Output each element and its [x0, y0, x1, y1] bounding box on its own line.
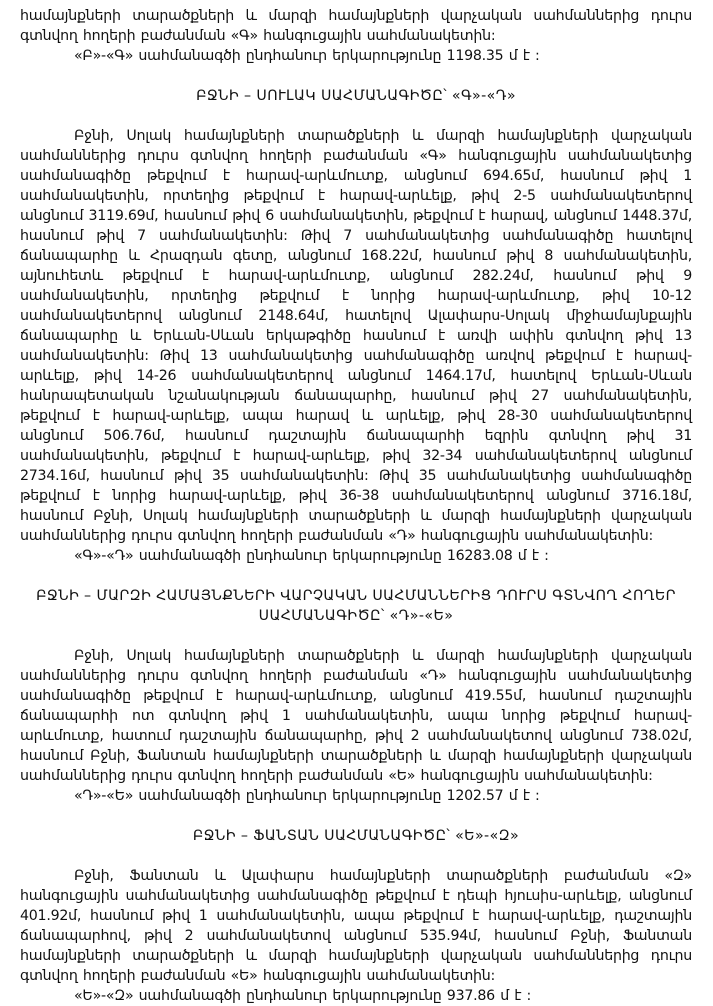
section-total-length: «Դ»-«Ե» սահմանագծի ընդհանուր երկարությունը 1202.57 մ է : [74, 788, 540, 804]
section-e-z [20, 826, 692, 1006]
section-paragraph: Բջնի, Սոլակ համայնքների տարածքների և մարզի համայնքների վարչական սահմաններից դուրս գտնվող հողերի բաժանման «Դ» հանգուցային սահմանակետից սահմանագիծը թեքվում է հարավ-արևմուտք, անցնում 419.55մ, հասնում դաշտային ճանապարհի ոտ գտնվող թիվ 1 սահմանակետին, ապա նորից թեքվում հարավ-արևմուտք, հատում դաշտային ճանապարհը, թիվ 2 սահմանակետով անցնում 738.02մ, հասնում Բջնի, Ֆանտան համայնքների տարածքների և մարզի համայնքների վարչական սահմաններից դուրս գտնվող հողերի բաժանման «Ե» հանգուցային սահմանակետին: [20, 648, 692, 784]
section-total-length: «Ե»-«Զ» սահմանագծի ընդհանուր երկարությունը 937.86 մ է : [74, 988, 532, 1004]
section-paragraph: համայնքների տարածքների և մարզի համայնքների վարչական սահմաններից դուրս գտնվող հողերի բաժանման «Գ» հանգուցային սահմանակետին: [20, 8, 692, 44]
spacer [20, 66, 692, 86]
spacer [20, 626, 692, 646]
section-paragraph: Բջնի, Ֆանտան և Ալափարս համայնքների տարածքների բաժանման «Զ» հանգուցային սահմանակետից սահմանագիծը թեքվում է դեպի հյուսիս-արևելք, անցնում 401.92մ, հասնում թիվ 1 սահմանակետին, ապա թեքվում է հարավ-արևելք, դաշտային ճանապարհով, թիվ 2 սահմանակետով անցնում 535.94մ, հասնում Բջնի, Ֆանտան համայնքների տարածքների և մարզի համայնքների վարչական սահմաններից դուրս գտնվող հողերի բաժանման «Ե» հանգուցային սահմանակետին: [20, 868, 692, 984]
spacer [20, 806, 692, 826]
section-heading: ԲՋՆԻ – ՖԱՆՏԱՆ ՍԱՀՄԱՆԱԳԻԾԸ՝ «Ե»-«Զ» [192, 828, 520, 844]
section-heading: ԲՋՆԻ – ՄԱՐԶԻ ՀԱՄԱՅՆՔՆԵՐԻ ՎԱՐՉԱԿԱՆ ՍԱՀՄԱՆՆԵՐԻՑ ԴՈՒՐՍ ԳՏՆՎՈՂ ՀՈՂԵՐ ՍԱՀՄԱՆԱԳԻԾԸ՝ «Դ»-«Ե» [36, 588, 676, 624]
spacer [20, 846, 692, 866]
section-total-length: «Գ»-«Դ» սահմանագծի ընդհանուր երկարությունը 16283.08 մ է : [74, 548, 549, 564]
section-paragraph: Բջնի, Սոլակ համայնքների տարածքների և մարզի համայնքների վարչական սահմաններից դուրս գտնվող հողերի բաժանման «Գ» հանգուցային սահմանակետից սահմանագիծը թեքվում է հարավ-արևմուտք, անցնում 694.65մ, հասնում թիվ 1 սահմանակետին, որտեղից թեքվում է հարավ-արևելք, թիվ 2-5 սահմանակետերով անցնում 3119.69մ, հասնում թիվ 6 սահմանակետին, թեքվում է հարավ, անցնում 1448.37մ, հասնում թիվ 7 սահմանակետին: Թիվ 7 սահմանակետից սահմանագիծը հատելով ճանապարհը և Հրազդան գետը, անցնում 168.22մ, հասնում թիվ 8 սահմանակետին, այնուհետև թեքվում է հարավ-արևմուտք, անցնում 282.24մ, հասնում թիվ 9 սահմանակետին, որտեղից թեքվում է նորից հարավ-արևմուտք, թիվ 10-12 սահմանակետերով անցնում 2148.64մ, հատելով Ալափարս-Սոլակ միջհամայնքային ճանապարհը և Երևան-Սևան երկաթգիծը հասնում է առվի ափին գտնվող թիվ 13 սահմանակետին: Թիվ 13 սահմանակետից սահմանագիծը առվով թեքվում է հարավ-արևելք, թիվ 14-26 սահմանակետերով անցնում 1464.17մ, հատելով Երևան-Սևան հանրապետական նշանակության ճանապարհը, հասնում թիվ 27 սահմանակետին, թեքվում է հարավ-արևելք, ապա հարավ և արևելք, թիվ 28-30 սահմանակետերով անցնում 506.76մ, հասնում դաշտային ճանապարհի եզրին գտնվող թիվ 31 սահմանակետին, թեքվում է հարավ-արևելք, թիվ 32-34 սահմանակետերով անցնում 2734.16մ, հասնում թիվ 35 սահմանակետին: Թիվ 35 սահմանակետից սահմանագիծը թեքվում է նորից հարավ-արևելք, թիվ 36-38 սահմանակետերով անցնում 3716.18մ, հասնում Բջնի, Սոլակ համայնքների տարածքների և մարզի համայնքների վարչական սահմաններից դուրս գտնվող հողերի բաժանման «Դ» հանգուցային սահմանակետին: [20, 128, 692, 544]
section-d-e [20, 586, 692, 806]
section-g-d [20, 86, 692, 566]
spacer [20, 566, 692, 586]
document-page [20, 6, 692, 1006]
section-heading: ԲՋՆԻ – ՍՈՒԼԱԿ ՍԱՀՄԱՆԱԳԻԾԸ՝ «Գ»-«Դ» [196, 88, 516, 104]
section-b-g-tail [20, 6, 692, 66]
spacer [20, 106, 692, 126]
section-total-length: «Բ»-«Գ» սահմանագծի ընդհանուր երկարությունը 1198.35 մ է : [74, 48, 540, 64]
